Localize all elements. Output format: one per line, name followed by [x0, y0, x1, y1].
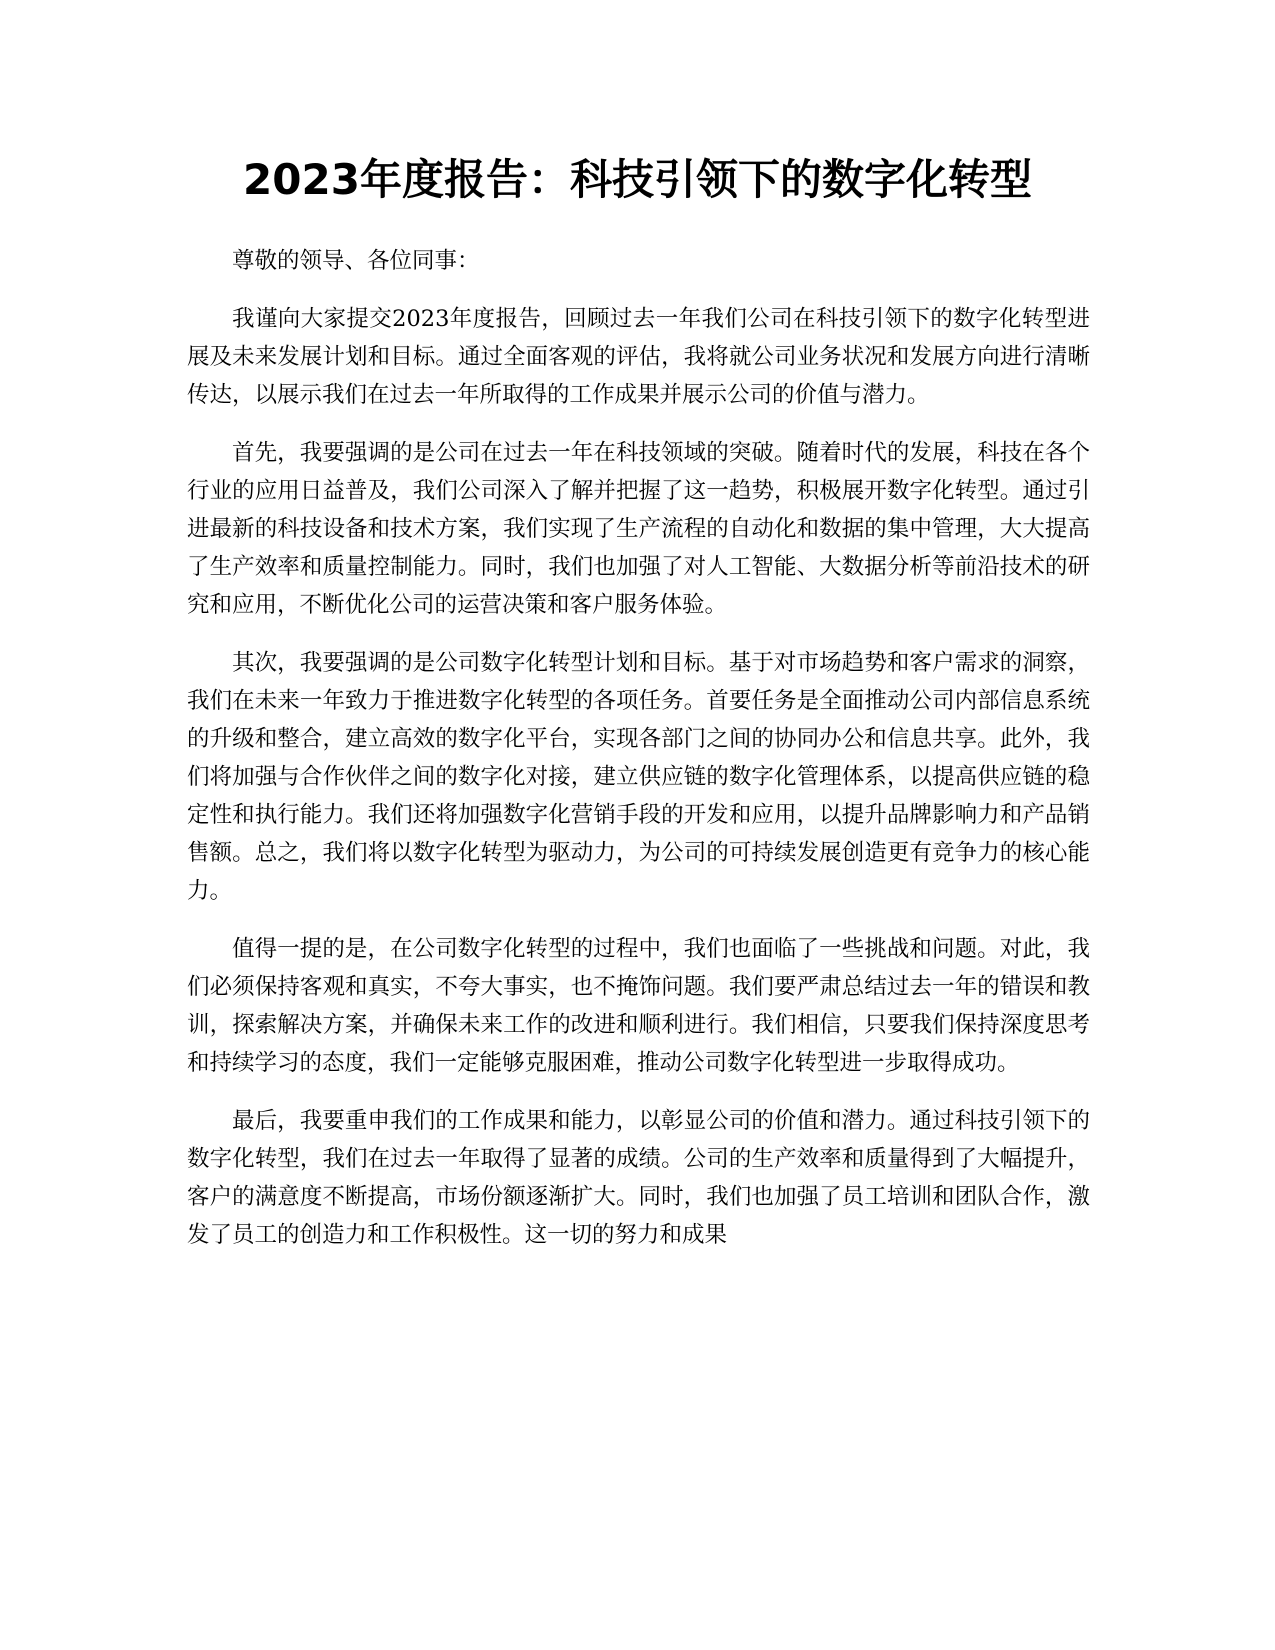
paragraph-intro: 我谨向大家提交2023年度报告，回顾过去一年我们公司在科技引领下的数字化转型进展及未来发展计划和目标。通过全面客观的评估，我将就公司业务状况和发展方向进行清晰传达，以展示我们在过去一年所取得的工作成果并展示公司的价值与潜力。 [187, 306, 1090, 408]
paragraph-tech-breakthrough: 首先，我要强调的是公司在过去一年在科技领域的突破。随着时代的发展，科技在各个行业的应用日益普及，我们公司深入了解并把握了这一趋势，积极展开数字化转型。通过引进最新的科技设备和技术方案，我们实现了生产流程的自动化和数据的集中管理，大大提高了生产效率和质量控制能力。同时，我们也加强了对人工智能、大数据分析等前沿技术的研究和应用，不断优化公司的运营决策和客户服务体验。 [187, 440, 1090, 618]
salutation: 尊敬的领导、各位同事： [232, 248, 480, 274]
paragraph-conclusion: 最后，我要重申我们的工作成果和能力，以彰显公司的价值和潜力。通过科技引领下的数字化转型，我们在过去一年取得了显著的成绩。公司的生产效率和质量得到了大幅提升，客户的满意度不断提高，市场份额逐渐扩大。同时，我们也加强了员工培训和团队合作，激发了员工的创造力和工作积极性。这一切的努力和成果 [187, 1108, 1090, 1248]
document-title: 2023年度报告：科技引领下的数字化转型 [243, 155, 1032, 204]
paragraph-transformation-plan: 其次，我要强调的是公司数字化转型计划和目标。基于对市场趋势和客户需求的洞察，我们在未来一年致力于推进数字化转型的各项任务。首要任务是全面推动公司内部信息系统的升级和整合，建立高效的数字化平台，实现各部门之间的协同办公和信息共享。此外，我们将加强与合作伙伴之间的数字化对接，建立供应链的数字化管理体系，以提高供应链的稳定性和执行能力。我们还将加强数字化营销手段的开发和应用，以提升品牌影响力和产品销售额。总之，我们将以数字化转型为驱动力，为公司的可持续发展创造更有竞争力的核心能力。 [187, 650, 1090, 904]
paragraph-challenges: 值得一提的是，在公司数字化转型的过程中，我们也面临了一些挑战和问题。对此，我们必须保持客观和真实，不夸大事实，也不掩饰问题。我们要严肃总结过去一年的错误和教训，探索解决方案，并确保未来工作的改进和顺利进行。我们相信，只要我们保持深度思考和持续学习的态度，我们一定能够克服困难，推动公司数字化转型进一步取得成功。 [187, 936, 1090, 1076]
document-body [187, 242, 1090, 1274]
